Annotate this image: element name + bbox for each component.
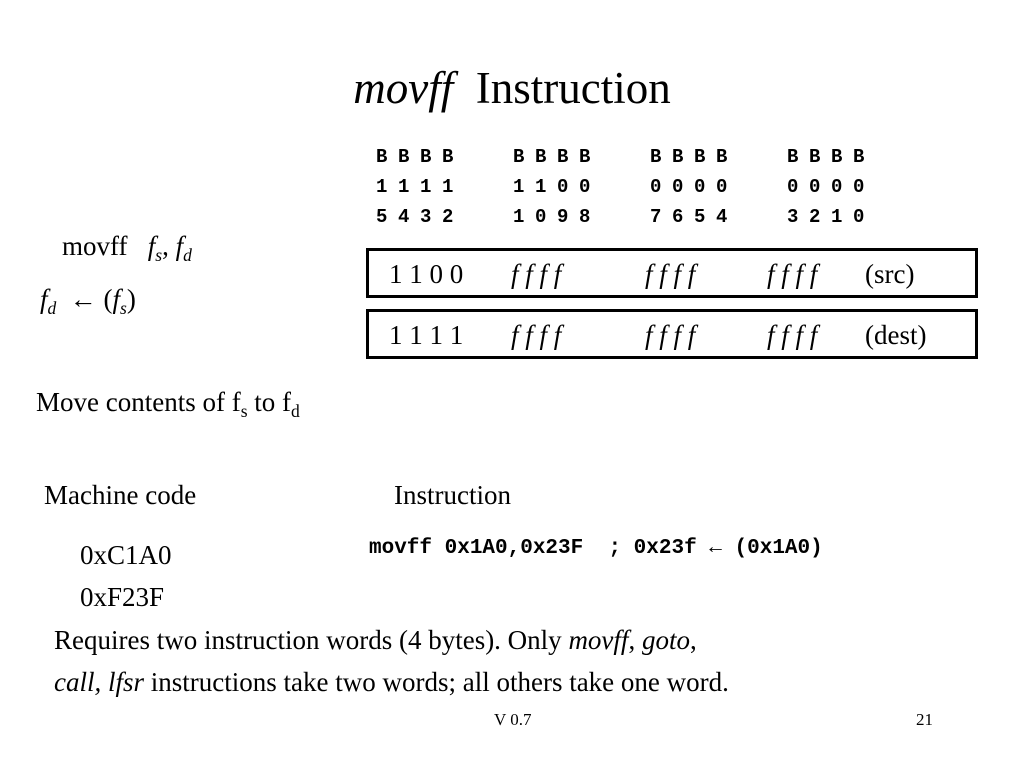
- desc-prefix: Move contents of f: [36, 387, 241, 417]
- enc-src-field3: f f f f: [767, 259, 818, 289]
- footer-version: V 0.7: [494, 710, 532, 729]
- syntax-op1-sub: s: [155, 245, 163, 266]
- bit-cell: 4: [716, 206, 728, 228]
- bit-cell: 0: [716, 176, 728, 198]
- title-rest: Instruction: [475, 63, 671, 113]
- bit-cell: 0: [853, 206, 865, 228]
- footer-page-number: 21: [916, 710, 933, 729]
- note-call-lfsr: call, lfsr: [54, 667, 145, 697]
- bit-cell: 0: [831, 176, 843, 198]
- syntax-op1: f: [147, 231, 156, 261]
- transfer-open: (: [103, 284, 113, 314]
- machine-code-word-1: 0xC1A0: [80, 540, 172, 570]
- bit-cell: 1: [398, 176, 410, 198]
- asm-comment-arrow: ←: [709, 537, 722, 560]
- bit-group: [376, 206, 513, 228]
- bit-header-row-units: [376, 206, 875, 228]
- bit-cell: B: [787, 146, 799, 168]
- asm-instruction: movff 0x1A0,0x23F: [369, 537, 584, 560]
- note-line1-a: Requires two instruction words (4 bytes). Only: [54, 625, 569, 655]
- bit-cell: B: [809, 146, 821, 168]
- note-line1-b: ,: [628, 625, 642, 655]
- bit-cell: B: [442, 146, 454, 168]
- bit-group: [376, 176, 513, 198]
- enc-dest-field3: f f f f: [767, 320, 818, 350]
- bit-cell: 2: [442, 206, 454, 228]
- bit-cell: 1: [831, 206, 843, 228]
- bit-cell: 0: [650, 176, 662, 198]
- note-line-2: [54, 667, 729, 698]
- note-movff: movff: [568, 625, 629, 655]
- encoding-box-src: [366, 248, 978, 298]
- bit-group: [650, 146, 787, 168]
- bit-cell: 3: [420, 206, 432, 228]
- bit-group: [376, 146, 513, 168]
- enc-dest-opcode: 1 1 1 1: [389, 320, 464, 350]
- enc-src-field1: f f f f: [511, 259, 562, 289]
- bit-cell: B: [831, 146, 843, 168]
- bit-cell: 0: [535, 206, 547, 228]
- bit-group: [513, 206, 650, 228]
- bit-group: [650, 206, 787, 228]
- syntax-op2-sub: d: [183, 245, 192, 266]
- note-goto: goto: [641, 625, 690, 655]
- machine-code-header: Machine code: [44, 480, 197, 510]
- bit-cell: B: [694, 146, 706, 168]
- enc-src-label: (src): [865, 259, 915, 289]
- desc-src-sub: s: [240, 401, 248, 422]
- syntax-op2: f: [175, 231, 184, 261]
- bit-cell: B: [420, 146, 432, 168]
- bit-cell: 0: [809, 176, 821, 198]
- bit-cell: 9: [557, 206, 569, 228]
- bit-group: [513, 176, 650, 198]
- transfer-close: ): [126, 284, 136, 314]
- bit-cell: 1: [535, 176, 547, 198]
- transfer-arrow: ←: [69, 284, 97, 314]
- bit-header-row-letters: [376, 146, 875, 168]
- note-line2-rest: instructions take two words; all others take one word.: [144, 667, 729, 697]
- encoding-box-dest: [366, 309, 978, 359]
- description: [36, 387, 300, 422]
- asm-comment-suffix: (0x1A0): [721, 537, 823, 560]
- bit-cell: B: [376, 146, 388, 168]
- bit-cell: 5: [376, 206, 388, 228]
- bit-cell: B: [535, 146, 547, 168]
- bit-group: [650, 176, 787, 198]
- bit-cell: B: [579, 146, 591, 168]
- bit-cell: 7: [650, 206, 662, 228]
- note-line1-c: ,: [689, 625, 697, 655]
- bit-group: [787, 176, 875, 198]
- transfer-dest-sub: d: [47, 298, 57, 319]
- bit-cell: 1: [513, 206, 525, 228]
- syntax-sep: ,: [162, 231, 176, 261]
- bit-cell: B: [398, 146, 410, 168]
- bit-cell: B: [672, 146, 684, 168]
- bit-header-row-tens: [376, 176, 875, 198]
- bit-cell: 0: [853, 176, 865, 198]
- register-transfer: [40, 284, 136, 319]
- bit-cell: 0: [694, 176, 706, 198]
- desc-dest-sub: d: [291, 401, 300, 422]
- instruction-header: Instruction: [394, 480, 511, 510]
- bit-cell: B: [853, 146, 865, 168]
- asm-comment-prefix: ; 0x23f: [608, 537, 710, 560]
- bit-cell: B: [557, 146, 569, 168]
- enc-dest-label: (dest): [865, 320, 927, 350]
- bit-cell: 1: [513, 176, 525, 198]
- transfer-dest: f: [40, 284, 48, 314]
- bit-cell: B: [513, 146, 525, 168]
- bit-cell: 0: [557, 176, 569, 198]
- bit-cell: 5: [694, 206, 706, 228]
- bit-cell: 6: [672, 206, 684, 228]
- bit-cell: 4: [398, 206, 410, 228]
- bit-cell: 2: [809, 206, 821, 228]
- note-line-1: [54, 625, 697, 656]
- assembly-line: [369, 537, 823, 560]
- instruction-syntax: [62, 231, 192, 266]
- bit-group: [787, 206, 875, 228]
- bit-cell: 8: [579, 206, 591, 228]
- enc-src-field2: f f f f: [645, 259, 696, 289]
- slide-title: [0, 62, 1024, 114]
- bit-group: [787, 146, 875, 168]
- bit-cell: 1: [442, 176, 454, 198]
- bit-cell: 1: [420, 176, 432, 198]
- enc-dest-field2: f f f f: [645, 320, 696, 350]
- bit-cell: B: [716, 146, 728, 168]
- title-mnemonic: movff: [353, 63, 454, 113]
- transfer-src-sub: s: [120, 298, 127, 319]
- enc-dest-field1: f f f f: [511, 320, 562, 350]
- bit-cell: B: [650, 146, 662, 168]
- bit-cell: 0: [672, 176, 684, 198]
- bit-cell: 1: [376, 176, 388, 198]
- bit-cell: 0: [579, 176, 591, 198]
- bit-cell: 0: [787, 176, 799, 198]
- bit-group: [513, 146, 650, 168]
- transfer-src: f: [112, 284, 121, 314]
- machine-code-word-2: 0xF23F: [80, 582, 165, 612]
- bit-cell: 3: [787, 206, 799, 228]
- syntax-mnemonic: movff: [62, 231, 128, 261]
- desc-mid: to f: [247, 387, 292, 417]
- enc-src-opcode: 1 1 0 0: [389, 259, 464, 289]
